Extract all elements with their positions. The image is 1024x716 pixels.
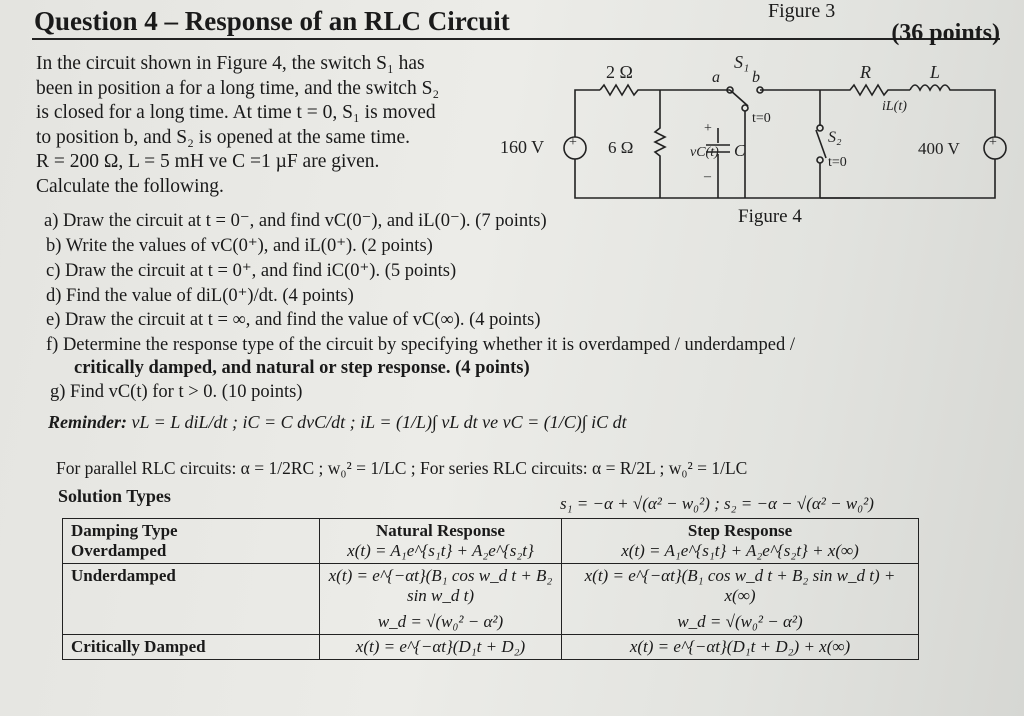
capacitor-icon	[706, 128, 730, 198]
pos-b-label: b	[752, 69, 760, 86]
table-row	[63, 635, 919, 660]
capacitor-label: C	[734, 141, 746, 160]
switch2-time-label: t=0	[828, 155, 847, 170]
inductor-icon	[910, 85, 995, 137]
r-parallel-label: 6 Ω	[608, 138, 634, 157]
table-row	[63, 519, 919, 564]
underdamped-natural-wd: w_d = √(w₀² − α²)	[377, 612, 504, 631]
intro-line: to position b, and S₂ is opened at the same time.	[36, 126, 410, 148]
pos-a-label: a	[712, 69, 720, 86]
resistor-r-icon	[820, 85, 910, 95]
l-label: L	[930, 62, 941, 82]
cap-minus: –	[704, 169, 711, 184]
source-left-plus: +	[569, 135, 577, 150]
question-b: b) Write the values of vC(0⁺), and iL(0⁺). (2 points)	[46, 236, 433, 256]
switch1-label: S₁	[734, 52, 750, 72]
roots-formula: s₁ = −α + √(α² − w₀²) ; s₂ = −α − √(α² − w₀²)	[560, 494, 874, 513]
r-series-label: 2 Ω	[606, 62, 633, 82]
intro-line: R = 200 Ω, L = 5 mH ve C =1 µF are given.	[36, 151, 380, 172]
intro-paragraph	[36, 52, 439, 199]
underdamped-step-wd: w_d = √(w₀² − α²)	[677, 612, 803, 631]
intro-line: is closed for a long time. At time t = 0, S₁ is moved	[36, 102, 436, 123]
row-type-critical: Critically Damped	[63, 635, 320, 660]
il-label: iL(t)	[882, 99, 907, 114]
overdamped-natural: x(t) = A₁e^{s₁t} + A₂e^{s₂t}	[347, 541, 534, 560]
table-cell	[63, 519, 320, 564]
question-e: e) Draw the circuit at t = ∞, and find the value of vC(∞). (4 points)	[46, 310, 541, 330]
intro-line: been in position a for a long time, and the switch S₂	[36, 77, 440, 99]
r-label: R	[860, 62, 871, 82]
source-right-plus: +	[989, 135, 997, 150]
switch2-icon	[816, 130, 826, 158]
reminder-text: vL = L diL/dt ; iC = C dvC/dt ; iL = (1/L)∫ vL dt ve vC = (1/C)∫ iC dt	[131, 412, 627, 432]
question-f-cont: critically damped, and natural or step response. (4 points)	[74, 358, 530, 378]
question-f: f) Determine the response type of the circuit by specifying whether it is overdamped / underdamped /	[46, 335, 796, 355]
solution-heading: Solution Types	[58, 486, 171, 506]
question-g: g) Find vC(t) for t > 0. (10 points)	[50, 382, 303, 402]
question-c: c) Draw the circuit at t = 0⁺, and find iC(0⁺). (5 points)	[46, 261, 457, 281]
row-type-underdamped: Underdamped	[63, 564, 320, 635]
table-cell	[320, 519, 562, 564]
switch2-label: S₂	[828, 129, 842, 146]
intro-line: In the circuit shown in Figure 4, the switch S₁ has	[36, 53, 425, 74]
circuit-diagram	[490, 48, 1012, 208]
overdamped-step: x(t) = A₁e^{s₁t} + A₂e^{s₂t} + x(∞)	[621, 541, 859, 560]
resistor-2ohm-icon	[600, 85, 730, 95]
underdamped-natural: x(t) = e^{−αt}(B₁ cos w_d t + B₂ sin w_d t)	[328, 566, 553, 605]
source-left-label: 160 V	[500, 137, 545, 157]
cap-plus: +	[704, 121, 712, 136]
figure4-label: Figure 4	[738, 206, 802, 227]
question-title: Question 4 – Response of an RLC Circuit	[34, 6, 510, 36]
vc-label: vC(t)	[690, 145, 719, 160]
question-d: d) Find the value of diL(0⁺)/dt. (4 points)	[46, 286, 354, 306]
table-row	[63, 564, 919, 635]
underdamped-step: x(t) = e^{−αt}(B₁ cos w_d t + B₂ sin w_d t) + x(∞)	[584, 566, 896, 605]
question-points: (36 points)	[891, 20, 1000, 46]
critical-natural: x(t) = e^{−αt}(D₁t + D₂)	[320, 635, 562, 660]
table-cell	[562, 519, 919, 564]
figure3-label: Figure 3	[768, 0, 836, 22]
rlc-formulas: For parallel RLC circuits: α = 1/2RC ; w₀² = 1/LC ; For series RLC circuits: α = R/2L ; w₀² = 1/LC	[56, 458, 748, 478]
source-right-label: 400 V	[918, 139, 960, 158]
solution-table	[62, 518, 919, 660]
table-cell	[320, 564, 562, 635]
row-type-overdamped: Overdamped	[71, 541, 167, 560]
title-underline	[32, 38, 1000, 40]
resistor-6ohm-icon	[655, 90, 665, 198]
critical-step: x(t) = e^{−αt}(D₁t + D₂) + x(∞)	[562, 635, 919, 660]
switch1-icon	[730, 90, 748, 106]
question-a: a) Draw the circuit at t = 0⁻, and find vC(0⁻), and iL(0⁻). (7 points)	[44, 211, 547, 231]
reminder-label: Reminder:	[48, 412, 127, 432]
header-natural: Natural Response	[376, 521, 505, 540]
table-cell	[562, 564, 919, 635]
header-step: Step Response	[687, 521, 793, 540]
switch1-time-label: t=0	[752, 111, 771, 126]
intro-line: Calculate the following.	[36, 175, 224, 197]
header-damping: Damping Type	[71, 521, 178, 540]
reminder-line	[48, 412, 627, 433]
